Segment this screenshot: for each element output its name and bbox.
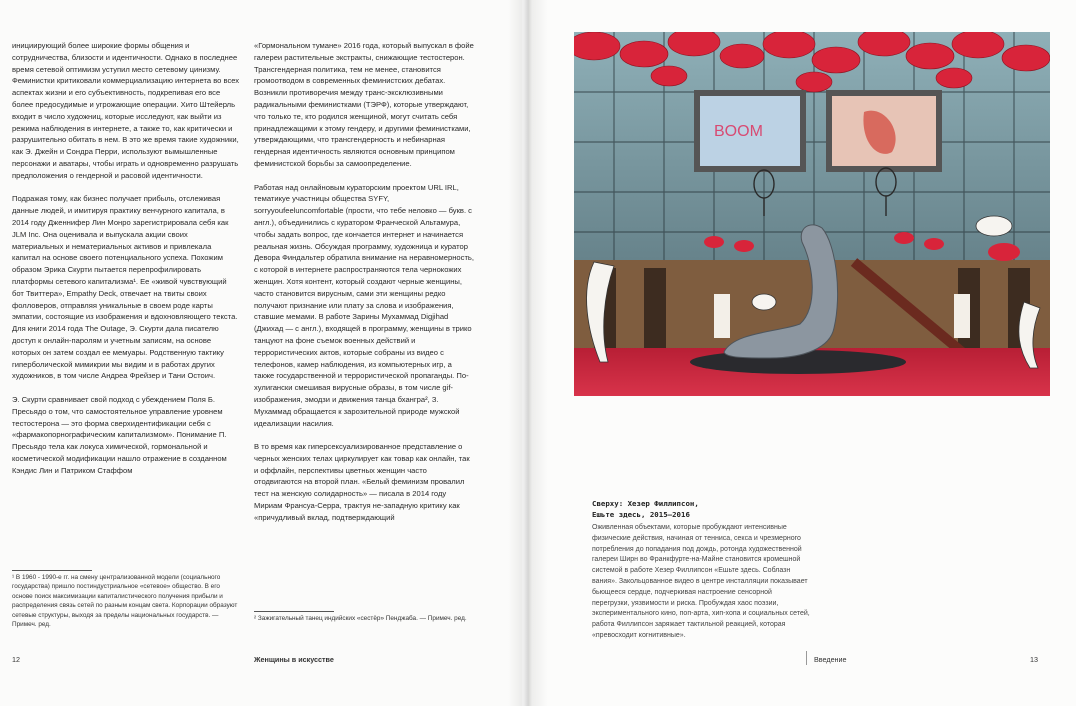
paragraph: В то время как гиперсексуализированное представление о черных женских телах циркулирует как товар как онлайн, так и оффлайн, перспективы цветных женщин часто отодвигаются на второй план. «Белый феминизм провалил тест на женскую солидарность» — писала в 2014 году Мириам Франсуа-Серра, трактуя не-западную критику как «причудливый вклад, подтверждающий: [254, 442, 470, 522]
left-column-2: [254, 40, 474, 535]
footnote-1: ¹ В 1960 - 1990-е гг. на смену централизованной модели (социального государства) пришло постиндустриальное «сетевое» общество. В его основе поиск максимизации капиталистического получения прибыли и распределения связь сетей по разным концам света. Корпорации образуют сетевые структуры, выходя за пределы национальных государств. — Примеч. ред.: [12, 574, 238, 629]
video-screen-text: BOOM: [714, 123, 763, 140]
footnote-rule: [12, 570, 92, 571]
installation-photo: [574, 32, 1050, 396]
running-head-right: Введение: [814, 655, 847, 664]
page-number-right: 13: [1030, 655, 1038, 664]
paragraph: инициирующий более широкие формы общения и сотрудничества, близости и идентичности. Однако в последнее время сетевой оптимизм уступил место сетевому цинизму. Феминистки критиковали коммерциализацию интернета во всех аспектах жизни и его субъективность, подкрепивая его все более предосудимые и угрожающие операции. Хито Штейерль входит в число художниц, которые исследуют, как выйти из режима наблюдения в интернете, а также то, как критически и разрушительно обитать в нем. В это же время такие художники, как Э. Джейн и Сондра Перри, используют вымышленные персонажи и аватары, чтобы играть и одновременно разрушать предположения о гендерной и расовой идентичности.: [12, 41, 240, 180]
photo-caption: [592, 498, 810, 642]
caption-title-line: Ешьте здесь, 2015—2016: [592, 510, 690, 519]
paragraph: Работая над онлайновым кураторским проектом URL IRL, тематикуе участницы общества SYFY, sorryyoufeeluncomfortable (прости, что тебе неловко — букв. с англ.), объединились с куратором Франческой Альтамура, чтобы задать вопрос, где кончается интернет и начинается реальная жизнь. Обсуждая программу, художница и куратор Девора Финдальтер обратила внимание на неравномерность, с которой в интернете распространяются тела чернокожих женщин. Хотя контент, который создают черные женщины, часто становится вирусным, сами эти женщины редко получают признание или плату за слова и изображения, ставшие мемами. В работе Зарины Мухаммад Digjihad (Джихад — с англ.), входящей в программу, женщины в трико танцуют на фоне съемок военных действий и террористических актов, которые собраны из видео с телефонов, камер наблюдения, из компьютерных игр, а также государственной и террористической пропаганды. По-хулигански смешивая вирусные образы, в том числе gif-изображения, эмодзи и движения танца бхангра², З. Мухаммад обращается к зарозительной природе мужской идеализации насилия.: [254, 182, 474, 428]
left-page: [0, 0, 522, 706]
footnote-rule: [254, 611, 334, 612]
paragraph: Подражая тому, как бизнес получает прибыль, отслеживая данные людей, и имитируя практику венчурного капитала, в 2014 году Дженнифер Лин Монро зарегистрировала себя как JLM Inc. Она оценивала и выпускала акции своих материальных и нематериальных активов и привлекала капитал на основе своего потенциального успеха. Похожим образом Эрика Скурти пытается перепрофилировать платформы сетевого капитализма¹. Ее «живой чувствующий бот Твиттера», Empathy Deck, отвечает на твиты своих фолловеров, отправляя уникальные в своем роде карты эмпатии, состоящие из изображения и вдохновляющего текста. Для книги 2014 года The Outage, Э. Скурти дала писателю доступ к онлайн-паролям и учетным записям, на основе которых он затем создал ее мемуары. Родственную тактику гиперболической мимикрии мы видим и в работах других художников, в том числе Андреа Фрейзер и Тани Остоич.: [12, 194, 238, 381]
caption-title-line: Сверху: Хезер Филлипсон,: [592, 499, 699, 508]
footnote-2: ² Зажигательный танец индийских «сестёр» Пенджаба. — Примеч. ред.: [254, 615, 467, 622]
left-column-1: [12, 40, 240, 488]
caption-text: Оживленная объектами, которые пробуждают интенсивные физические действия, начиная от тенниса, секса и чрезмерного потребления до попадания под дождь, ротонда художественной галереи Ширн во Франкфурте-на-Майне становится кромешной системой в работе Хезер Филлипсон «Ешьте здесь. Соблазн вания». Закольцованное видео в центре инсталляции показывает бьющееся сердце, подчеркивая настроение сенсорной перегрузки, уязвимости и риска. Пробуждая хаос поэзии, экспериментального кино, поп-арта, хип-хопа и социальных сетей, работа Филлипсон заряжает тактильной реакцией, которая «превосходит когнитивные».: [592, 524, 810, 639]
folio-divider: [806, 651, 807, 665]
paragraph: «Гормональном тумане» 2016 года, который выпускал в фойе галереи растительные экстракты, снижающие тестостерон. Трансгендерная политика, тем не менее, становится громоотводом в современных феминистских дебатах. Возникли противоречия между транс-эксклюзивными радикальными феминистками (ТЭРФ), которые утверждают, что только те, кто родился женщиной, могут считать себя принадлежащими к этому гендеру, и другими феминистками, утверждающими, что трансгендерность и небинарная гендерная идентичность являются основным принципом феминистской борьбы за самоопределение.: [254, 41, 474, 168]
page-number-left: 12: [12, 655, 20, 664]
paragraph: Э. Скурти сравнивает свой подход с убеждением Поля Б. Пресьядо о том, что самостоятельное управление уровнем тестостерона — это форма сверхидентификации себя с «фармакопорнографическим капитализмом». Понимание П. Пресьядо тела как локуса химической, гормональной и косметической модификации нашло отражение в созданном Кэндис Лин и Патриком Стаффом: [12, 394, 227, 475]
running-head-left: Женщины в искусстве: [254, 655, 334, 664]
caption-title: [592, 498, 810, 520]
